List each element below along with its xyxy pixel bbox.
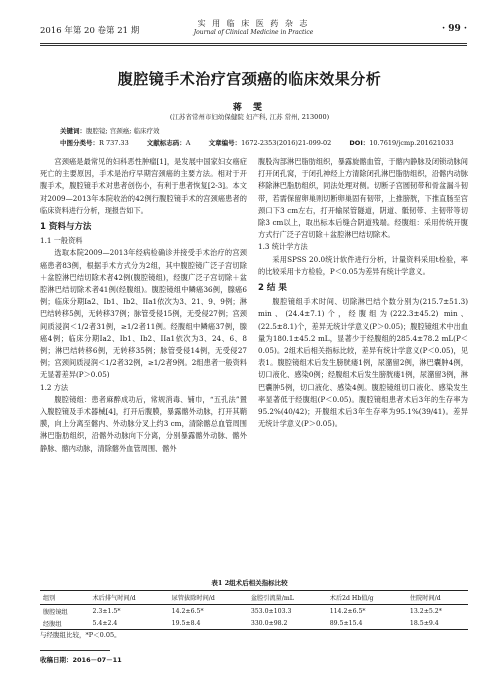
table-header-cell: 住院时间/d (407, 591, 468, 605)
table-caption: 表1 2组术后相关指标比较 (211, 579, 288, 587)
received-date (40, 655, 122, 664)
table-cell: 89.5±15.4 (327, 617, 407, 630)
table-cell: 经腹组 (40, 617, 90, 630)
intro-paragraph: 宫颈癌是最常见的妇科恶性肿瘤[1]，是发展中国家妇女癌症死亡的主要原因，手术是治疗早期宫颈癌的主要方法。相对于开腹手术，腹腔镜手术对患者创伤小，有利于患者恢复[2-3]。本文对2009—2013年本院收治的42例行腹腔镜手术的宫颈癌患者的临床资料进行分析，现报告如下。 (40, 157, 247, 215)
table-cell: 腹腔镜组 (43, 608, 68, 616)
methods-continued-paragraph: 腹股沟部淋巴脂肪组织，暴露旋髂血管，于髂内静脉及闭锁动脉间打开闭孔窝，于闭孔神经上方清除闭孔淋巴脂肪组织，沿髂内动脉移除淋巴脂肪组织，同法处理对侧。切断子宫圆韧带和骨盆漏斗韧带，若需保留卵巢则切断卵巢固有韧带，上推膀胱，下推直肠至宫颈口下3 cm左右，打开输尿管隧道，阴道、骶韧带、主韧带等切除3 cm以上，取出标本后缝合阴道残端。经腹组：采用传统开腹方式行广泛子宫切除＋盆腔淋巴结切除术。 (258, 157, 468, 240)
keywords-label: 关键词： (60, 127, 86, 135)
received-date-text: 收稿日期：2016－07－11 (40, 656, 122, 664)
right-column (258, 156, 468, 430)
results-paragraph: 腹腔镜组手术时间、切除淋巴结个数分别为(215.7±51.3) min、(24.4±7.1)个，经腹组为(222.3±45.2) min、(22.5±8.1)个，差异无统计学意义(P＞0.05)；腹腔镜组术中出血量为180.1±45.2 mL，显著少于经腹组的285.4±78.2 mL(P＜0.05)。2组术后相关指标比较，差异有统计学意义(P＜0.05)，见表1。腹腔镜组术后发生膀胱瘘1例，尿潴留2例，淋巴囊肿4例，切口液化、感染0例；经腹组术后发生膀胱瘘1例，尿潴留3例，淋巴囊肿5例，切口液化、感染4例。腹腔镜组切口液化、感染发生率显著低于经腹组(P＜0.05)。腹腔镜组患者术后3年的生存率为95.2%(40/42)；开腹组术后3年生存率为95.1%(39/41)。差异无统计学意义(P＞0.05)。 (258, 297, 468, 429)
article-no-label: 文章编号： (208, 139, 242, 147)
article-no-value: 1672-2353(2016)21-099-02 (241, 139, 332, 147)
left-column (40, 156, 247, 455)
header-rule (40, 43, 467, 44)
results-table (40, 590, 468, 630)
subheading-statistics: 1.3 统计学方法 (258, 242, 308, 252)
table-header-cell: 尿管拔除时间/d (169, 591, 248, 605)
table-header-cell: 组别 (40, 591, 90, 605)
doi-label: DOI： (349, 139, 370, 147)
header-rule-thin (40, 45, 467, 46)
table-cell: 14.2±6.5* (171, 607, 204, 615)
table-cell: 13.2±5.2* (409, 607, 442, 615)
table-header-cell: 盆腔引流量/mL (248, 591, 327, 605)
table-cell: 2.3±1.5* (92, 607, 121, 615)
doc-value: A (185, 139, 191, 147)
article-title: 腹腔镜手术治疗宫颈癌的临床效果分析 (117, 70, 382, 88)
table-header-cell: 术后2d Hb值/g (327, 591, 407, 605)
subheading-methods: 1.2 方法 (40, 382, 69, 392)
keywords (60, 126, 160, 135)
subheading-general: 1.1 一般资料 (40, 236, 83, 246)
author: 蒋 雯 (232, 103, 267, 113)
issue-label: 2016 年第 20 卷第 21 期 (40, 26, 140, 36)
general-data-paragraph: 选取本院2009—2013年经病检确诊并接受手术治疗的宫颈癌患者83例，根据手术方式分为2组，其中腹腔镜广泛子宫切除＋盆腔淋巴结切除术者42例(腹腔镜组)，经腹广泛子宫切除＋盆腔淋巴结切除术者41例(经腹组)。腹腔镜组中鳞癌36例，腺癌6例；临床分期Ia2、Ib1、Ib2、IIa1依次为3、21、9、9例；淋巴结转移5例，无转移37例；脉管受侵15例，无受侵27例；宫颈间质浸润＜1/2者31例，≥1/2者11例。经腹组中鳞癌37例，腺癌4例；临床分期Ia2、Ib1、Ib2、IIa1依次为3、24、6、8例；淋巴结转移6例，无转移35例；脉管受侵14例，无受侵27例；宫颈间质浸润＜1/2者32例，≥1/2者9例。2组患者一般资料无显著差异(P＞0.05) (40, 248, 247, 380)
running-header (40, 18, 467, 42)
table-cell: 330.0±98.2 (248, 617, 327, 630)
statistics-paragraph: 采用SPSS 20.0统计软件进行分析，计量资料采用t检验，率的比较采用卡方检验，P＜0.05为差异有统计学意义。 (258, 254, 468, 276)
table-header-row (40, 591, 468, 605)
section-heading-materials: 1 资料与方法 (40, 222, 92, 233)
clc-value: R 737.33 (99, 139, 129, 147)
journal-name-en: Journal of Clinical Medicine in Practice (193, 29, 314, 36)
methods-paragraph: 腹腔镜组：患者麻醉成功后，常规消毒、铺巾，“五孔法”置入腹腔镜及手术器械[4]，打开后腹膜，暴露髂外动脉，打开其鞘膜，向上分离至髂内、外动脉分叉上约3 cm，清除髂总血管周围淋巴脂肪组织，沿髂外动脉向下分离，分别暴露髂外动脉、髂外静脉、髂内动脉，清除髂外血管周围、髂外 (40, 394, 247, 453)
article-meta (60, 138, 470, 147)
table-note: 与经腹组比较，*P＜0.05。 (40, 631, 121, 639)
footnote-rule (40, 650, 110, 651)
section-heading-results: 2 结 果 (258, 283, 287, 294)
affiliation: (江苏省常州市妇幼保健院 妇产科, 江苏 常州, 213000) (169, 113, 330, 121)
table-row (40, 617, 468, 630)
page-number: · 99 · (441, 24, 467, 34)
doc-label: 文献标志码： (146, 139, 186, 147)
table-cell: 19.5±8.4 (169, 617, 248, 630)
table-header-cell: 术后排气时间/d (90, 591, 169, 605)
clc-label: 中图分类号： (60, 139, 99, 147)
keywords-text: 腹腔镜; 宫颈癌; 临床疗效 (86, 127, 160, 135)
table-row (40, 605, 468, 618)
journal-name-cn: 实 用 临 床 医 药 杂 志 (197, 19, 310, 28)
journal-name (40, 18, 467, 36)
table-cell: 18.5±9.4 (407, 617, 468, 630)
table-cell: 5.4±2.4 (90, 617, 169, 630)
table-cell: 114.2±6.5* (329, 607, 366, 615)
doi-value: 10.7619/jcmp.201621033 (369, 139, 454, 147)
table-cell: 353.0±103.3 (250, 607, 292, 615)
